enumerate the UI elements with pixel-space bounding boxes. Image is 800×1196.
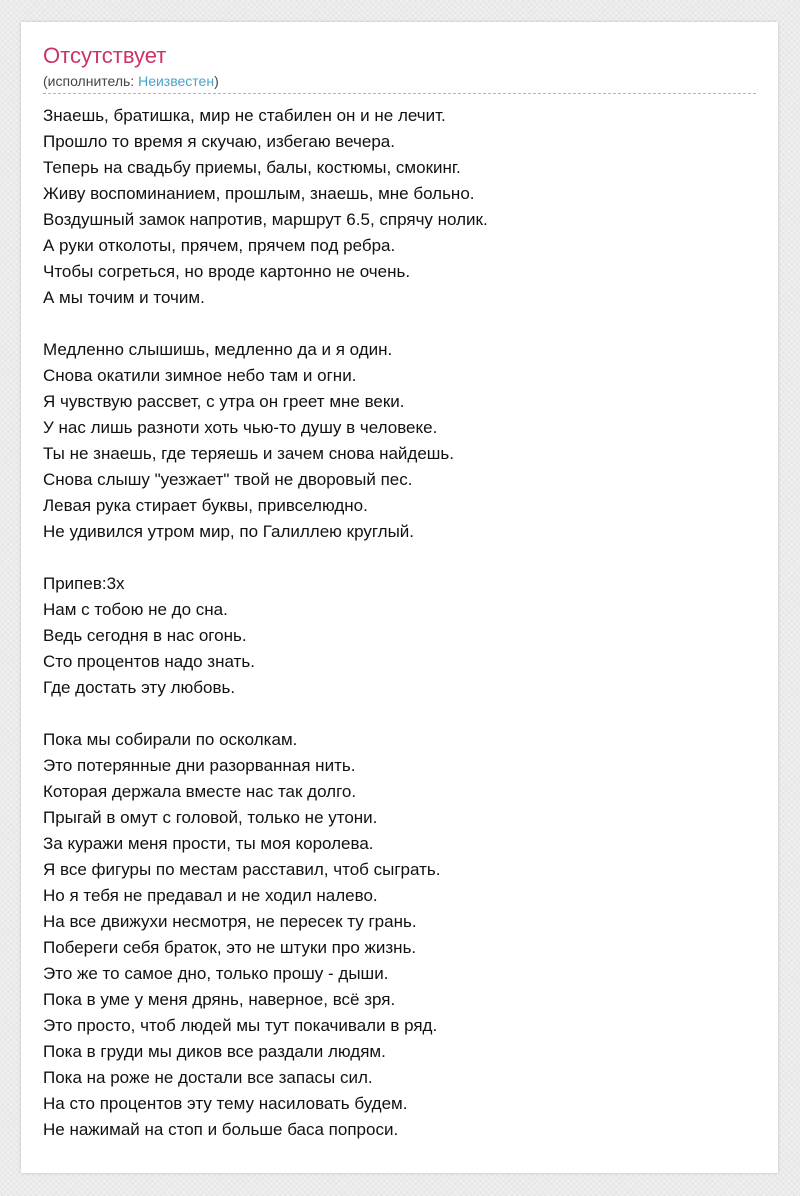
lyrics-line: Воздушный замок напротив, маршрут 6.5, спрячу нолик.	[43, 210, 488, 229]
lyrics-line: Которая держала вместе нас так долго.	[43, 782, 357, 801]
lyrics-line: Пока мы собирали по осколкам.	[43, 730, 298, 749]
lyrics-line: Где достать эту любовь.	[43, 678, 236, 697]
lyrics-stanza	[43, 571, 756, 701]
lyrics-line: Побереги себя браток, это не штуки про жизнь.	[43, 938, 417, 957]
lyrics-line: Припев:3х	[43, 574, 125, 593]
lyrics-line: Пока в уме у меня дрянь, наверное, всё зря.	[43, 990, 396, 1009]
lyrics-stanza	[43, 337, 756, 545]
lyrics-line: Чтобы согреться, но вроде картонно не очень.	[43, 262, 411, 281]
artist-link[interactable]: Неизвестен	[138, 73, 215, 89]
lyrics-line: На все движухи несмотря, не пересек ту грань.	[43, 912, 417, 931]
title-divider	[43, 93, 756, 94]
lyrics-card	[21, 22, 778, 1173]
lyrics-line: Левая рука стирает буквы, привселюдно.	[43, 496, 368, 515]
lyrics-line: Прошло то время я скучаю, избегаю вечера.	[43, 132, 395, 151]
lyrics-line: А руки отколоты, прячем, прячем под ребра.	[43, 236, 396, 255]
lyrics-line: Это потерянные дни разорванная нить.	[43, 756, 356, 775]
lyrics-line: За куражи меня прости, ты моя королева.	[43, 834, 374, 853]
lyrics-line: Не нажимай на стоп и больше баса попроси.	[43, 1120, 399, 1139]
lyrics-stanza	[43, 727, 756, 1143]
lyrics-line: Это просто, чтоб людей мы тут покачивали в ряд.	[43, 1016, 438, 1035]
lyrics-line: Нам с тобою не до сна.	[43, 600, 228, 619]
lyrics-line: Медленно слышишь, медленно да и я один.	[43, 340, 393, 359]
lyrics-line: Пока на роже не достали все запасы сил.	[43, 1068, 373, 1087]
lyrics-line: Не удивился утром мир, по Галиллею круглый.	[43, 522, 415, 541]
lyrics-stanza	[43, 103, 756, 311]
lyrics-line: Прыгай в омут с головой, только не утони.	[43, 808, 378, 827]
lyrics-line: Я чувствую рассвет, с утра он греет мне веки.	[43, 392, 405, 411]
lyrics-line: Снова слышу "уезжает" твой не дворовый пес.	[43, 470, 413, 489]
song-title: Отсутствует	[43, 43, 167, 68]
lyrics-line: У нас лишь разноти хоть чью-то душу в человеке.	[43, 418, 438, 437]
lyrics-line: Теперь на свадьбу приемы, балы, костюмы, смокинг.	[43, 158, 461, 177]
lyrics-line: Сто процентов надо знать.	[43, 652, 255, 671]
artist-line	[43, 72, 219, 90]
artist-suffix: )	[214, 73, 219, 89]
lyrics-line: Живу воспоминанием, прошлым, знаешь, мне больно.	[43, 184, 475, 203]
lyrics-line: Но я тебя не предавал и не ходил налево.	[43, 886, 378, 905]
lyrics-line: А мы точим и точим.	[43, 288, 205, 307]
lyrics-line: На сто процентов эту тему насиловать будем.	[43, 1094, 408, 1113]
lyrics-line: Пока в груди мы диков все раздали людям.	[43, 1042, 386, 1061]
lyrics-line: Это же то самое дно, только прошу - дыши.	[43, 964, 389, 983]
lyrics-line: Ты не знаешь, где теряешь и зачем снова найдешь.	[43, 444, 455, 463]
lyrics-line: Я все фигуры по местам расставил, чтоб сыграть.	[43, 860, 441, 879]
lyrics-line: Знаешь, братишка, мир не стабилен он и не лечит.	[43, 106, 446, 125]
lyrics-line: Ведь сегодня в нас огонь.	[43, 626, 247, 645]
lyrics-line: Снова окатили зимное небо там и огни.	[43, 366, 357, 385]
lyrics-text	[43, 103, 756, 1169]
artist-prefix: (исполнитель:	[43, 73, 139, 89]
